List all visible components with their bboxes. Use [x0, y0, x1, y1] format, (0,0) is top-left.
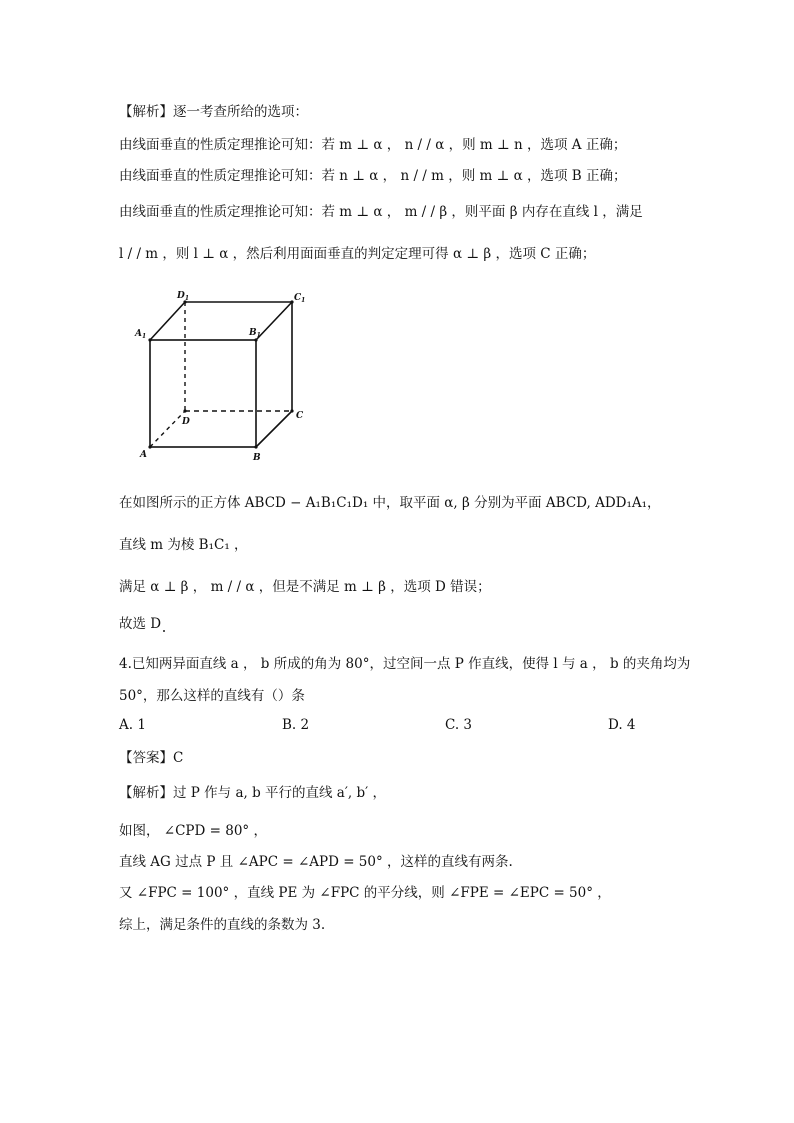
- label-c1: $C_1$: [294, 293, 306, 304]
- edge-ad-hidden: [150, 411, 185, 447]
- statement-c-part2: l / / m ，则 l ⊥ α ，然后利用面面垂直的判定定理可得 α ⊥ β ，选项 C 正确；: [119, 246, 596, 262]
- label-b1: $B_1$: [249, 328, 261, 339]
- line-m-description: 直线 m 为棱 B₁C₁ ，: [119, 537, 248, 553]
- label-b: B: [253, 453, 261, 463]
- solution-4-line4: 又 ∠FPC = 100° ，直线 PE 为 ∠FPC 的平分线，则 ∠FPE = ∠EPC = 50° ，: [119, 885, 611, 901]
- conclusion-3: 故选 D: [119, 616, 162, 632]
- solution-4-line5: 综上，满足条件的直线的条数为 3.: [119, 917, 326, 933]
- edge-a1d1: [150, 302, 185, 340]
- label-a1: $A_1$: [135, 329, 147, 340]
- cube-figure: [130, 285, 330, 470]
- solution-4-line1: 【解析】过 P 作与 a, b 平行的直线 a′, b′ ，: [119, 785, 387, 801]
- question-4-line2: 50°，那么这样的直线有（）条: [119, 688, 305, 704]
- option-c: C. 3: [445, 717, 473, 733]
- statement-d: 满足 α ⊥ β ， m / / α ，但是不满足 m ⊥ β ，选项 D 错误；: [119, 579, 491, 595]
- solution-4-line2: 如图， ∠CPD = 80° ，: [119, 823, 267, 839]
- edge-b1c1: [256, 302, 292, 340]
- option-d: D. 4: [608, 717, 636, 733]
- solution-header: 【解析】逐一考查所给的选项：: [119, 104, 308, 120]
- label-d1: $D_1$: [177, 291, 189, 302]
- label-d: D: [182, 417, 190, 427]
- cube-description: 在如图所示的正方体 ABCD − A₁B₁C₁D₁ 中，取平面 α, β 分别为平面 ABCD, ADD₁A₁，: [119, 495, 661, 511]
- edge-bc: [256, 411, 292, 447]
- solution-4-line3: 直线 AG 过点 P 且 ∠APC = ∠APD = 50° ，这样的直线有两条.: [119, 854, 513, 870]
- statement-b: 由线面垂直的性质定理推论可知：若 n ⊥ α ， n / / m ，则 m ⊥ α ，选项 B 正确；: [119, 168, 627, 184]
- front-face: [150, 340, 256, 447]
- statement-c-part1: 由线面垂直的性质定理推论可知：若 m ⊥ α ， m / / β ，则平面 β 内存在直线 l ，满足: [119, 204, 643, 220]
- label-a: A: [140, 450, 147, 460]
- question-4-line1: 4.已知两异面直线 a ， b 所成的角为 80°，过空间一点 P 作直线，使得 l 与 a ， b 的夹角均为: [119, 656, 691, 672]
- stray-dot: [163, 630, 165, 632]
- option-a: A. 1: [119, 717, 146, 733]
- answer-label: 【答案】C: [119, 750, 184, 766]
- option-b: B. 2: [282, 717, 310, 733]
- statement-a: 由线面垂直的性质定理推论可知：若 m ⊥ α ， n / / α ，则 m ⊥ n ，选项 A 正确；: [119, 137, 627, 153]
- label-c: C: [296, 411, 304, 421]
